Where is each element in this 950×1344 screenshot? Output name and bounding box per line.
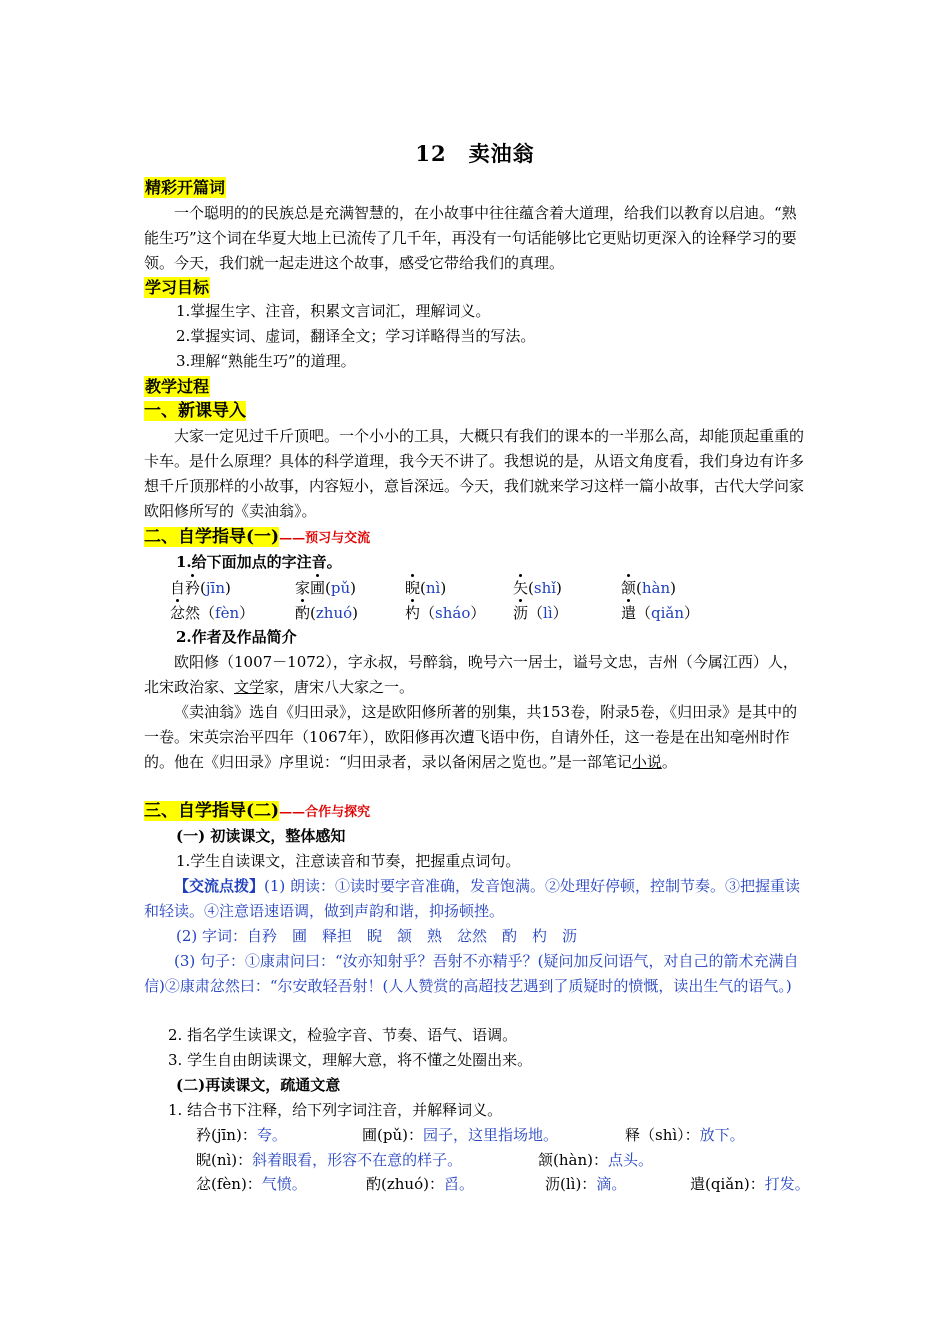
work-intro: 《卖油翁》选自《归田录》，这是欧阳修所著的别集，共153卷，附录5卷，《归田录》是其中的一卷。宋英宗治平四年（1067年），欧阳修再次遭飞语中伤，自请外任，这一卷是在出知亳州时作的。他在《归田录》序里说：“归田录者，录以备闲居之览也。”是一部笔记小说。 — [144, 703, 798, 771]
part3-step1-item: 3. 学生自由朗读课文，理解大意，将不懂之处圈出来。 — [168, 1051, 533, 1069]
tip-paragraph-3: (3) 句子：①康肃问曰：“汝亦知射乎？吾射不亦精乎？(疑问加反问语气，对自己的箭术充满自信)②康肃忿然曰：“尔安敢轻吾射！(人人赞赏的高超技艺遇到了质疑时的愤慨，读出生气的语气。) — [144, 952, 799, 995]
part2-subtitle: ——预习与交流 — [279, 531, 371, 546]
pinyin-item: 睨(nì) — [405, 576, 446, 601]
part3-step1-item: 2. 指名学生读课文，检验字音、节奏、语气、语调。 — [168, 1026, 518, 1044]
tip-paragraph-2: (2) 字词：自矜 圃 释担 睨 颔 熟 忿然 酌 杓 沥 — [176, 927, 578, 945]
gloss-item: 沥(lì)：滴。 — [545, 1175, 627, 1193]
intro-paragraph: 一个聪明的的民族总是充满智慧的，在小故事中往往蕴含着大道理，给我们以教育以启迪。“熟能生巧”这个词在华夏大地上已流传了几千年，再没有一句话能够比它更贴切更深入的诠释学习的要领。今天，我们就一起走进这个故事，感受它带给我们的真理。 — [144, 204, 797, 272]
section-label-process: 教学过程 — [145, 377, 210, 396]
pinyin-item: 忿然（fèn） — [170, 601, 254, 626]
gloss-item: 忿(fèn)：气愤。 — [196, 1175, 307, 1193]
part3-step1-heading: (一) 初读课文，整体感知 — [176, 827, 346, 845]
part2-label: 二、自学指导(一) — [144, 527, 280, 547]
pinyin-item: 矢(shǐ) — [513, 576, 562, 601]
gloss-item: 遣(qiǎn)：打发。 — [690, 1175, 810, 1193]
gloss-item: 睨(nì)：斜着眼看，形容不在意的样子。 — [196, 1151, 463, 1169]
part1-label: 一、新课导入 — [144, 401, 246, 421]
pinyin-item: 遣（qiǎn） — [621, 601, 699, 626]
part2-q1: 1.给下面加点的字注音。 — [176, 553, 342, 571]
pinyin-item: 沥（lì） — [513, 601, 568, 626]
author-intro: 欧阳修（1007－1072），字永叔，号醉翁，晚号六一居士，谥号文忠，吉州（今属江西）人，北宋政治家、文学家，唐宋八大家之一。 — [144, 653, 798, 696]
author-link-literature: 文学 — [234, 678, 265, 696]
part2-q2: 2.作者及作品简介 — [176, 628, 297, 646]
part3-step2-item: 1. 结合书下注释，给下列字词注音，并解释词义。 — [168, 1101, 503, 1119]
section-label-goals: 学习目标 — [145, 278, 210, 297]
pinyin-item: 酌(zhuó) — [295, 601, 358, 626]
gloss-item: 释（shì）：放下。 — [625, 1126, 745, 1144]
part3-step1-item: 1.学生自读课文，注意读音和节奏，把握重点词句。 — [176, 852, 521, 870]
part3-step2-heading: (二)再读课文，疏通文意 — [176, 1076, 341, 1094]
tip-paragraph-1: 【交流点拨】(1) 朗读：①读时要字音准确，发音饱满。②处理好停顿，控制节奏。③把握重读和轻读。④注意语速语调，做到声韵和谐，抑扬顿挫。 — [144, 877, 801, 920]
pinyin-item: 杓（sháo） — [405, 601, 485, 626]
tip-tag: 【交流点拨】 — [174, 877, 265, 895]
part3-label: 三、自学指导(二) — [144, 801, 280, 821]
gloss-item: 圃(pǔ)：园子，这里指场地。 — [362, 1126, 558, 1144]
goal-item: 2.掌握实词、虚词，翻译全文；学习详略得当的写法。 — [176, 327, 536, 345]
gloss-item: 酌(zhuó)：舀。 — [366, 1175, 474, 1193]
goal-item: 1.掌握生字、注音，积累文言词汇，理解词义。 — [176, 302, 491, 320]
work-link-novel: 小说 — [631, 753, 662, 771]
pinyin-item: 自矜(jīn) — [170, 576, 231, 601]
pinyin-item: 家圃(pǔ) — [295, 576, 356, 601]
section-label-intro: 精彩开篇词 — [145, 178, 226, 197]
part3-subtitle: ——合作与探究 — [279, 805, 371, 820]
pinyin-item: 颔(hàn) — [621, 576, 676, 601]
page-title: 12 卖油翁 — [415, 141, 535, 166]
part1-paragraph: 大家一定见过千斤顶吧。一个小小的工具，大概只有我们的课本的一半那么高，却能顶起重重的卡车。是什么原理？具体的科学道理，我今天不讲了。我想说的是，从语文角度看，我们身边有许多想千斤顶那样的小故事，内容短小，意旨深远。今天，我们就来学习这样一篇小故事，古代大学问家欧阳修所写的《卖油翁》。 — [144, 427, 805, 520]
part3-heading — [144, 799, 370, 825]
gloss-item: 颔(hàn)：点头。 — [538, 1151, 653, 1169]
part2-heading — [144, 525, 370, 551]
part1-heading — [144, 399, 246, 423]
gloss-item: 矜(jīn)：夸。 — [196, 1126, 287, 1144]
goal-item: 3.理解“熟能生巧”的道理。 — [176, 352, 356, 370]
